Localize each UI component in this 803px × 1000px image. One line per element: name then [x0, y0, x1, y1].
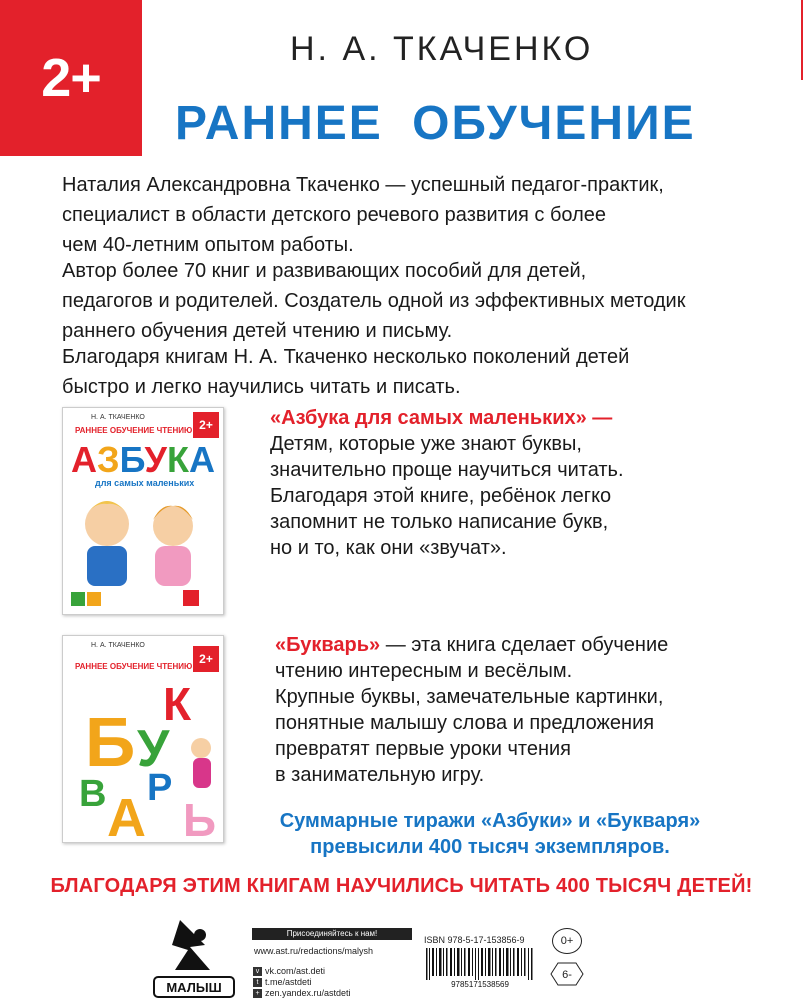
- bukvar-cover: [62, 635, 224, 843]
- bukvar-cover-art: [67, 640, 219, 838]
- azbuka-cover: [62, 407, 224, 615]
- book-title: РАННЕЕ ОБУЧЕНИЕ: [175, 97, 696, 150]
- cover-series: РАННЕЕ ОБУЧЕНИЕ ЧТЕНИЮ: [75, 662, 193, 671]
- bukvar-title: «Букварь»: [275, 634, 381, 656]
- azbuka-description: «Азбука для самых маленьких» — Детям, которые уже знают буквы, значительно проще научиться читать. Благодаря этой книге, ребёнок легко запомнит не только написание букв, но и то, как они «звучат».: [270, 407, 624, 559]
- cover-series: РАННЕЕ ОБУЧЕНИЕ ЧТЕНИЮ: [75, 426, 193, 435]
- red-banner: БЛАГОДАРЯ ЭТИМ КНИГАМ НАУЧИЛИСЬ ЧИТАТЬ 400 ТЫСЯЧ ДЕТЕЙ!: [50, 875, 753, 897]
- website-link[interactable]: www.ast.ru/redactions/malysh: [254, 946, 374, 956]
- svg-text:У: У: [137, 720, 170, 778]
- svg-text:Б: Б: [85, 703, 136, 781]
- cover-author: Н. А. ТКАЧЕНКО: [91, 642, 145, 649]
- telegram-icon: t: [253, 978, 262, 987]
- svg-text:К: К: [163, 678, 192, 730]
- barcode-number: 9785171538569: [451, 980, 509, 988]
- intro-paragraph-1: Наталия Александровна Ткаченко — успешный педагог-практик, специалист в области детского речевого развития с более чем 40-летним опытом работы.: [62, 174, 664, 256]
- sales-summary: Суммарные тиражи «Азбуки» и «Букваря» превысили 400 тысяч экземпляров.: [279, 810, 701, 858]
- package-hex-icon: [550, 962, 584, 986]
- hex-label: 6-: [562, 969, 572, 981]
- svg-text:Ь: Ь: [183, 794, 217, 838]
- intro-paragraph-2: Автор более 70 книг и развивающих пособий для детей, педагогов и родителей. Создатель одной из эффективных методик раннего обучения детей чтению и письму.: [62, 260, 686, 342]
- cover-author: Н. А. ТКАЧЕНКО: [91, 414, 145, 421]
- svg-text:А: А: [107, 788, 146, 838]
- vk-icon: v: [253, 967, 262, 976]
- barcode: [424, 948, 536, 988]
- publisher-name: МАЛЫШ: [166, 980, 222, 995]
- cover-subtitle: для самых маленьких: [95, 478, 195, 488]
- age-badge: [0, 0, 142, 156]
- azbuka-title: «Азбука для самых маленьких» —: [270, 407, 613, 429]
- zen-icon: +: [253, 989, 262, 998]
- vk-link[interactable]: v vk.com/ast.deti: [253, 966, 325, 976]
- telegram-link[interactable]: t t.me/astdeti: [253, 977, 312, 987]
- svg-text:В: В: [79, 773, 107, 815]
- isbn: ISBN 978-5-17-153856-9: [424, 935, 525, 945]
- cover-age-badge: 2+: [193, 646, 219, 672]
- bukvar-description: «Букварь» — эта книга сделает обучение чтению интересным и весёлым. Крупные буквы, замечательные картинки, понятные малышу слова и предложения превратят первые уроки чтения в занимательную игру.: [275, 634, 669, 786]
- join-us-label: Присоединяйтесь к нам!: [252, 928, 412, 940]
- svg-text:Р: Р: [147, 767, 173, 809]
- cover-title: АЗБУКА: [71, 439, 215, 480]
- age-rating: 0+: [552, 928, 582, 954]
- cover-age-badge: 2+: [193, 412, 219, 438]
- azbuka-cover-art: [67, 412, 219, 610]
- age-badge-label: 2+: [41, 48, 101, 108]
- intro-paragraph-3: Благодаря книгам Н. А. Ткаченко несколько поколений детей быстро и легко научились читать и писать.: [62, 346, 630, 398]
- zen-link[interactable]: + zen.yandex.ru/astdeti: [253, 988, 351, 998]
- publisher-logo: [150, 915, 240, 1000]
- author-name: Н. А. ТКАЧЕНКО: [290, 30, 594, 68]
